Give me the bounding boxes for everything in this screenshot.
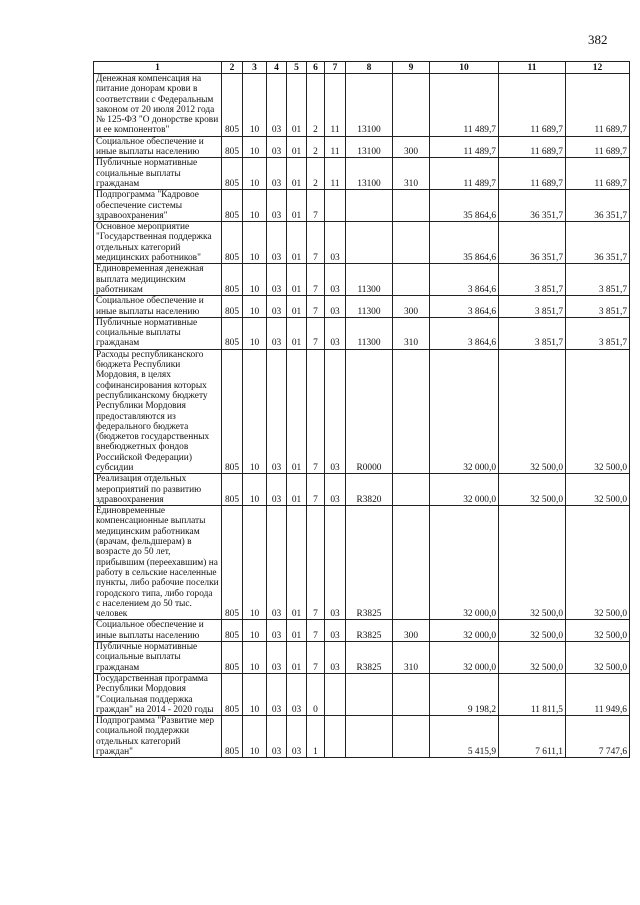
col-2-cell: 805 [222, 716, 243, 758]
header-cell: 4 [267, 62, 287, 74]
table-row [94, 673, 630, 715]
col-7-cell: 03 [325, 474, 346, 506]
header-cell: 2 [222, 62, 243, 74]
col-6-cell: 7 [307, 349, 325, 474]
col-6-cell: 7 [307, 474, 325, 506]
col-6-cell: 0 [307, 673, 325, 715]
col-10-cell: 32 000,0 [430, 349, 499, 474]
col-10-cell: 11 489,7 [430, 158, 499, 190]
col-3-cell: 10 [243, 158, 267, 190]
col-5-cell: 01 [287, 296, 307, 318]
col-10-cell: 32 000,0 [430, 474, 499, 506]
col-10-cell: 3 864,6 [430, 296, 499, 318]
col-6-cell: 7 [307, 264, 325, 296]
col-6-cell: 7 [307, 642, 325, 674]
col-5-cell: 01 [287, 74, 307, 137]
col-10-cell: 35 864,6 [430, 190, 499, 222]
col-3-cell: 10 [243, 506, 267, 620]
col-9-cell [393, 222, 430, 264]
col-10-cell: 5 415,9 [430, 716, 499, 758]
col-5-cell: 01 [287, 264, 307, 296]
col-2-cell: 805 [222, 317, 243, 349]
col-8-cell [346, 716, 393, 758]
col-12-cell: 32 500,0 [566, 474, 630, 506]
col-8-cell: R3820 [346, 474, 393, 506]
table-row [94, 222, 630, 264]
col-3-cell: 10 [243, 642, 267, 674]
col-4-cell: 03 [267, 474, 287, 506]
col-8-cell: 13100 [346, 136, 393, 158]
col-11-cell: 11 689,7 [499, 74, 566, 137]
col-4-cell: 03 [267, 158, 287, 190]
col-12-cell: 3 851,7 [566, 296, 630, 318]
col-12-cell: 36 351,7 [566, 190, 630, 222]
row-name-cell: Реализация отдельных мероприятий по развитию здравоохранения [94, 474, 222, 506]
col-5-cell: 03 [287, 716, 307, 758]
col-11-cell: 32 500,0 [499, 474, 566, 506]
col-10-cell: 35 864,6 [430, 222, 499, 264]
col-8-cell: 11300 [346, 317, 393, 349]
col-2-cell: 805 [222, 222, 243, 264]
col-3-cell: 10 [243, 74, 267, 137]
col-5-cell: 01 [287, 620, 307, 642]
col-10-cell: 32 000,0 [430, 642, 499, 674]
col-10-cell: 32 000,0 [430, 620, 499, 642]
row-name-cell: Расходы республиканского бюджета Республики Мордовия, в целях софинансирования которых республиканскому бюджету Республики Мордовия предоставляются из федерального бюджета (бюджетов государственных внебюджетных фондов Российской Федерации) субсидии [94, 349, 222, 474]
col-6-cell: 7 [307, 222, 325, 264]
header-cell: 10 [430, 62, 499, 74]
col-5-cell: 03 [287, 673, 307, 715]
col-4-cell: 03 [267, 317, 287, 349]
col-11-cell: 3 851,7 [499, 317, 566, 349]
col-6-cell: 7 [307, 190, 325, 222]
col-11-cell: 36 351,7 [499, 190, 566, 222]
col-12-cell: 3 851,7 [566, 264, 630, 296]
col-12-cell: 11 689,7 [566, 74, 630, 137]
col-7-cell: 11 [325, 158, 346, 190]
row-name-cell: Социальное обеспечение и иные выплаты населению [94, 136, 222, 158]
col-12-cell: 11 689,7 [566, 158, 630, 190]
col-8-cell: 11300 [346, 296, 393, 318]
col-7-cell [325, 190, 346, 222]
col-3-cell: 10 [243, 474, 267, 506]
table-row [94, 264, 630, 296]
table-row [94, 349, 630, 474]
col-9-cell [393, 74, 430, 137]
col-7-cell: 11 [325, 136, 346, 158]
col-6-cell: 1 [307, 716, 325, 758]
header-cell: 7 [325, 62, 346, 74]
col-6-cell: 7 [307, 620, 325, 642]
col-5-cell: 01 [287, 642, 307, 674]
col-9-cell: 300 [393, 620, 430, 642]
col-2-cell: 805 [222, 620, 243, 642]
row-name-cell: Социальное обеспечение и иные выплаты населению [94, 296, 222, 318]
header-cell: 8 [346, 62, 393, 74]
col-10-cell: 11 489,7 [430, 136, 499, 158]
col-11-cell: 32 500,0 [499, 620, 566, 642]
col-7-cell [325, 673, 346, 715]
table-row [94, 136, 630, 158]
col-7-cell: 03 [325, 296, 346, 318]
header-cell: 9 [393, 62, 430, 74]
col-3-cell: 10 [243, 716, 267, 758]
col-2-cell: 805 [222, 673, 243, 715]
col-11-cell: 36 351,7 [499, 222, 566, 264]
col-11-cell: 7 611,1 [499, 716, 566, 758]
table-row [94, 716, 630, 758]
col-3-cell: 10 [243, 264, 267, 296]
row-name-cell: Публичные нормативные социальные выплаты гражданам [94, 642, 222, 674]
col-12-cell: 36 351,7 [566, 222, 630, 264]
col-5-cell: 01 [287, 349, 307, 474]
col-4-cell: 03 [267, 136, 287, 158]
table-body [94, 74, 630, 758]
table-row [94, 506, 630, 620]
row-name-cell: Подпрограмма "Кадровое обеспечение системы здравоохранения" [94, 190, 222, 222]
col-2-cell: 805 [222, 74, 243, 137]
col-3-cell: 10 [243, 620, 267, 642]
col-6-cell: 7 [307, 296, 325, 318]
col-8-cell: 13100 [346, 158, 393, 190]
table-row [94, 74, 630, 137]
col-11-cell: 11 689,7 [499, 136, 566, 158]
col-12-cell: 32 500,0 [566, 349, 630, 474]
col-4-cell: 03 [267, 642, 287, 674]
table-row [94, 642, 630, 674]
col-8-cell: 13100 [346, 74, 393, 137]
col-12-cell: 32 500,0 [566, 642, 630, 674]
col-9-cell [393, 349, 430, 474]
table-row [94, 158, 630, 190]
col-2-cell: 805 [222, 158, 243, 190]
col-6-cell: 7 [307, 506, 325, 620]
col-9-cell [393, 190, 430, 222]
col-4-cell: 03 [267, 673, 287, 715]
col-4-cell: 03 [267, 349, 287, 474]
col-12-cell: 32 500,0 [566, 620, 630, 642]
col-11-cell: 11 689,7 [499, 158, 566, 190]
col-9-cell: 300 [393, 136, 430, 158]
header-cell: 11 [499, 62, 566, 74]
row-name-cell: Социальное обеспечение и иные выплаты населению [94, 620, 222, 642]
col-7-cell: 03 [325, 222, 346, 264]
col-9-cell: 310 [393, 158, 430, 190]
col-2-cell: 805 [222, 296, 243, 318]
table-row [94, 620, 630, 642]
col-2-cell: 805 [222, 506, 243, 620]
col-9-cell [393, 506, 430, 620]
col-3-cell: 10 [243, 296, 267, 318]
col-5-cell: 01 [287, 190, 307, 222]
row-name-cell: Денежная компенсация на питание донорам крови в соответствии с Федеральным законом от 20 июля 2012 года № 125-ФЗ "О донорстве крови и ее компонентов" [94, 74, 222, 137]
col-10-cell: 9 198,2 [430, 673, 499, 715]
col-8-cell: 11300 [346, 264, 393, 296]
col-5-cell: 01 [287, 317, 307, 349]
col-11-cell: 11 811,5 [499, 673, 566, 715]
col-5-cell: 01 [287, 474, 307, 506]
col-6-cell: 2 [307, 136, 325, 158]
col-7-cell: 11 [325, 74, 346, 137]
col-10-cell: 3 864,6 [430, 264, 499, 296]
col-2-cell: 805 [222, 136, 243, 158]
page-number: 382 [588, 32, 608, 47]
col-3-cell: 10 [243, 317, 267, 349]
col-4-cell: 03 [267, 190, 287, 222]
col-11-cell: 32 500,0 [499, 506, 566, 620]
col-10-cell: 32 000,0 [430, 506, 499, 620]
header-cell: 6 [307, 62, 325, 74]
col-11-cell: 32 500,0 [499, 642, 566, 674]
col-9-cell: 310 [393, 642, 430, 674]
col-4-cell: 03 [267, 222, 287, 264]
col-8-cell [346, 673, 393, 715]
row-name-cell: Единовременные компенсационные выплаты медицинским работникам (врачам, фельдшерам) в возрасте до 50 лет, прибывшим (переехавшим) на работу в сельские населенные пункты, либо рабочие поселки городского типа, либо города с населением до 50 тыс. человек [94, 506, 222, 620]
col-2-cell: 805 [222, 474, 243, 506]
col-2-cell: 805 [222, 642, 243, 674]
col-8-cell: R3825 [346, 506, 393, 620]
col-12-cell: 3 851,7 [566, 317, 630, 349]
budget-table [93, 61, 630, 758]
row-name-cell: Публичные нормативные социальные выплаты гражданам [94, 158, 222, 190]
header-cell: 3 [243, 62, 267, 74]
row-name-cell: Публичные нормативные социальные выплаты гражданам [94, 317, 222, 349]
col-7-cell: 03 [325, 317, 346, 349]
col-11-cell: 3 851,7 [499, 296, 566, 318]
col-2-cell: 805 [222, 190, 243, 222]
col-7-cell: 03 [325, 264, 346, 296]
col-8-cell [346, 222, 393, 264]
col-8-cell [346, 190, 393, 222]
col-4-cell: 03 [267, 74, 287, 137]
col-9-cell [393, 716, 430, 758]
col-6-cell: 2 [307, 158, 325, 190]
col-5-cell: 01 [287, 222, 307, 264]
row-name-cell: Подпрограмма "Развитие мер социальной поддержки отдельных категорий граждан" [94, 716, 222, 758]
col-10-cell: 3 864,6 [430, 317, 499, 349]
col-7-cell: 03 [325, 349, 346, 474]
header-row [94, 62, 630, 74]
col-4-cell: 03 [267, 620, 287, 642]
col-12-cell: 7 747,6 [566, 716, 630, 758]
col-6-cell: 2 [307, 74, 325, 137]
col-9-cell [393, 673, 430, 715]
col-4-cell: 03 [267, 506, 287, 620]
col-3-cell: 10 [243, 190, 267, 222]
col-12-cell: 11 949,6 [566, 673, 630, 715]
table-row [94, 474, 630, 506]
header-cell: 12 [566, 62, 630, 74]
col-3-cell: 10 [243, 136, 267, 158]
col-8-cell: R3825 [346, 642, 393, 674]
col-10-cell: 11 489,7 [430, 74, 499, 137]
col-3-cell: 10 [243, 349, 267, 474]
table-row [94, 317, 630, 349]
col-6-cell: 7 [307, 317, 325, 349]
col-7-cell: 03 [325, 506, 346, 620]
col-5-cell: 01 [287, 158, 307, 190]
col-9-cell [393, 474, 430, 506]
col-2-cell: 805 [222, 349, 243, 474]
row-name-cell: Основное мероприятие "Государственная поддержка отдельных категорий медицинских работников" [94, 222, 222, 264]
col-5-cell: 01 [287, 136, 307, 158]
col-4-cell: 03 [267, 296, 287, 318]
col-8-cell: R0000 [346, 349, 393, 474]
table-row [94, 190, 630, 222]
col-12-cell: 11 689,7 [566, 136, 630, 158]
col-11-cell: 32 500,0 [499, 349, 566, 474]
col-7-cell [325, 716, 346, 758]
row-name-cell: Государственная программа Республики Мордовия "Социальная поддержка граждан" на 2014 - 2020 годы [94, 673, 222, 715]
col-3-cell: 10 [243, 673, 267, 715]
col-12-cell: 32 500,0 [566, 506, 630, 620]
header-cell: 5 [287, 62, 307, 74]
col-11-cell: 3 851,7 [499, 264, 566, 296]
col-5-cell: 01 [287, 506, 307, 620]
row-name-cell: Единовременная денежная выплата медицинским работникам [94, 264, 222, 296]
col-9-cell [393, 264, 430, 296]
col-8-cell: R3825 [346, 620, 393, 642]
header-cell: 1 [94, 62, 222, 74]
col-7-cell: 03 [325, 642, 346, 674]
col-2-cell: 805 [222, 264, 243, 296]
col-9-cell: 300 [393, 296, 430, 318]
col-7-cell: 03 [325, 620, 346, 642]
col-4-cell: 03 [267, 716, 287, 758]
col-4-cell: 03 [267, 264, 287, 296]
col-9-cell: 310 [393, 317, 430, 349]
table-row [94, 296, 630, 318]
col-3-cell: 10 [243, 222, 267, 264]
